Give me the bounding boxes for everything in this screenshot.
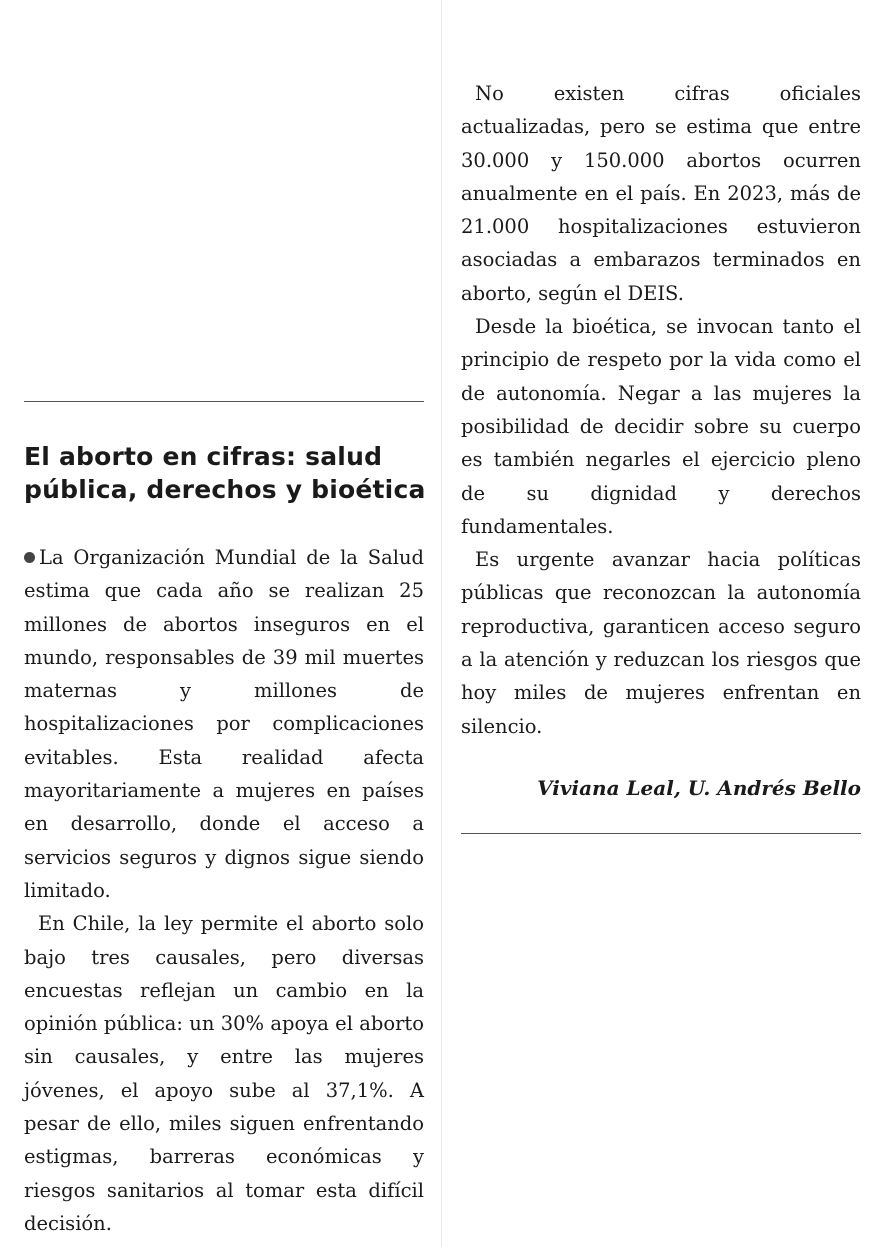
- left-column: [24, 0, 424, 1247]
- byline: Viviana Leal, U. Andrés Bello: [537, 776, 861, 800]
- right-column: [461, 0, 861, 1247]
- paragraph-chile-law: En Chile, la ley permite el aborto solo bajo tres causales, pero diversas encuestas reflejan un cambio en la opinión pública: un 30% apoya el aborto sin causales, y entre las mujeres jóvenes, el apoyo sube al 37,1%. A pesar de ello, miles siguen enfrentando estigmas, barreras económicas y riesgos sanitarios al tomar esta difícil decisión.: [24, 912, 424, 1235]
- section-rule-top: [24, 401, 424, 402]
- bullet-icon: [24, 552, 35, 563]
- column-divider: [441, 0, 442, 1247]
- paragraph-statistics: No existen cifras oficiales actualizadas, pero se estima que entre 30.000 y 150.000 abortos ocurren anualmente en el país. En 2023, más de 21.000 hospitalizaciones estuvieron asociadas a embarazos terminados en aborto, según el DEIS.: [461, 82, 861, 305]
- article-body-right: [461, 77, 861, 743]
- article-body-left: [24, 541, 424, 1240]
- paragraph-lead: La Organización Mundial de la Salud estima que cada año se realizan 25 millones de abortos inseguros en el mundo, responsables de 39 mil muertes maternas y millones de hospitalizaciones por complicaciones evitables. Esta realidad afecta mayoritariamente a mujeres en países en desarrollo, donde el acceso a servicios seguros y dignos sigue siendo limitado.: [24, 546, 424, 902]
- section-rule-bottom: [461, 833, 861, 834]
- paragraph-bioethics: Desde la bioética, se invocan tanto el principio de respeto por la vida como el de autonomía. Negar a las mujeres la posibilidad de decidir sobre su cuerpo es también negarles el ejercicio pleno de su dignidad y derechos fundamentales.: [461, 315, 861, 538]
- article-headline: El aborto en cifras: salud pública, derechos y bioética: [24, 442, 426, 504]
- paragraph-public-policy: Es urgente avanzar hacia políticas públicas que reconozcan la autonomía reproductiva, garanticen acceso seguro a la atención y reduzcan los riesgos que hoy miles de mujeres enfrentan en silencio.: [461, 548, 861, 738]
